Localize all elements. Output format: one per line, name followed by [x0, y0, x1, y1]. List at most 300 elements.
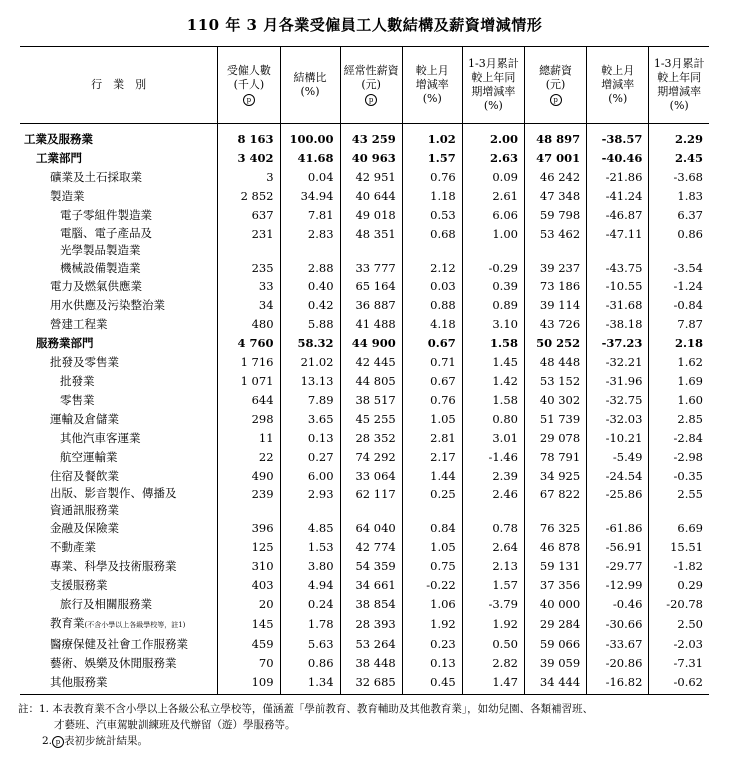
value-cell: 34 — [218, 296, 280, 315]
value-cell: -40.46 — [587, 149, 649, 168]
table-row — [20, 225, 709, 259]
header-industry: 行 業 別 — [20, 47, 218, 124]
value-cell: 46 242 — [524, 168, 586, 187]
value-cell: 48 351 — [340, 225, 402, 259]
value-cell: 4.85 — [280, 519, 340, 538]
value-cell: 76 325 — [524, 519, 586, 538]
value-cell: 45 255 — [340, 410, 402, 429]
value-cell: 39 237 — [524, 259, 586, 278]
header-regular-pay: 經常性薪資 (元) p — [340, 47, 402, 124]
header-employees: 受僱人數 (千人) p — [218, 47, 280, 124]
value-cell: -31.68 — [587, 296, 649, 315]
value-cell: 33 064 — [340, 467, 402, 486]
value-cell: 40 000 — [524, 595, 586, 614]
value-cell: 40 963 — [340, 149, 402, 168]
value-cell: 3 — [218, 168, 280, 187]
value-cell: 2.46 — [462, 485, 524, 519]
value-cell: 3.01 — [462, 429, 524, 448]
industry-name: 金融及保險業 — [50, 521, 119, 536]
value-cell: 0.04 — [280, 168, 340, 187]
value-cell: 36 887 — [340, 296, 402, 315]
value-cell: 46 878 — [524, 538, 586, 557]
value-cell: 1.83 — [649, 187, 709, 206]
value-cell: 0.71 — [402, 353, 462, 372]
value-cell: 33 777 — [340, 259, 402, 278]
value-cell: 0.24 — [280, 595, 340, 614]
value-cell: 59 066 — [524, 635, 586, 654]
table-row — [20, 315, 709, 334]
value-cell: 11 — [218, 429, 280, 448]
header-total-pay: 總薪資 (元) p — [524, 47, 586, 124]
value-cell: 42 445 — [340, 353, 402, 372]
value-cell: 0.29 — [649, 576, 709, 595]
value-cell: 403 — [218, 576, 280, 595]
value-cell: 2.18 — [649, 334, 709, 353]
value-cell: -32.21 — [587, 353, 649, 372]
value-cell: 0.03 — [402, 277, 462, 296]
value-cell: 2.81 — [402, 429, 462, 448]
value-cell: 0.84 — [402, 519, 462, 538]
value-cell: 21.02 — [280, 353, 340, 372]
value-cell: -2.98 — [649, 448, 709, 467]
value-cell: 0.89 — [462, 296, 524, 315]
table-row — [20, 372, 709, 391]
value-cell: 8 163 — [218, 124, 280, 149]
table-row — [20, 187, 709, 206]
table-row — [20, 259, 709, 278]
value-cell: 0.88 — [402, 296, 462, 315]
value-cell: -2.03 — [649, 635, 709, 654]
value-cell: 1.47 — [462, 673, 524, 694]
value-cell: 1.58 — [462, 391, 524, 410]
value-cell: 64 040 — [340, 519, 402, 538]
table-row — [20, 168, 709, 187]
value-cell: 34 925 — [524, 467, 586, 486]
value-cell: 0.67 — [402, 334, 462, 353]
value-cell: 2.63 — [462, 149, 524, 168]
value-cell: 2.29 — [649, 124, 709, 149]
value-cell: 2.88 — [280, 259, 340, 278]
value-cell: 644 — [218, 391, 280, 410]
value-cell: 20 — [218, 595, 280, 614]
value-cell: 47 348 — [524, 187, 586, 206]
value-cell: 1.69 — [649, 372, 709, 391]
value-cell: 637 — [218, 206, 280, 225]
value-cell: -0.46 — [587, 595, 649, 614]
value-cell: -25.86 — [587, 485, 649, 519]
value-cell: 3.65 — [280, 410, 340, 429]
value-cell: 4.18 — [402, 315, 462, 334]
value-cell: 1.02 — [402, 124, 462, 149]
value-cell: -20.86 — [587, 654, 649, 673]
table-row — [20, 467, 709, 486]
value-cell: 6.06 — [462, 206, 524, 225]
value-cell: 38 517 — [340, 391, 402, 410]
industry-name: 電子零組件製造業 — [60, 207, 152, 222]
value-cell: -29.77 — [587, 557, 649, 576]
value-cell: 2.50 — [649, 614, 709, 635]
value-cell: 6.69 — [649, 519, 709, 538]
preliminary-mark: p — [243, 94, 255, 106]
value-cell: 48 897 — [524, 124, 586, 149]
industry-name: 用水供應及污染整治業 — [50, 298, 165, 313]
table-row — [20, 635, 709, 654]
footnote-1: 註：1. 本表教育業不含小學以上各級公私立學校等，僅涵蓋「學前教育、教育輔助及其他教育業」，如幼兒園、各類補習班、 — [18, 703, 594, 715]
value-cell: -0.29 — [462, 259, 524, 278]
value-cell: 33 — [218, 277, 280, 296]
industry-name: 不動產業 — [50, 540, 96, 555]
industry-name: 藝術、娛樂及休閒服務業 — [50, 655, 177, 670]
value-cell: 73 186 — [524, 277, 586, 296]
value-cell: 7.87 — [649, 315, 709, 334]
value-cell: 0.50 — [462, 635, 524, 654]
value-cell: 2 852 — [218, 187, 280, 206]
table-row — [20, 277, 709, 296]
value-cell: -1.82 — [649, 557, 709, 576]
value-cell: 62 117 — [340, 485, 402, 519]
value-cell: 239 — [218, 485, 280, 519]
industry-name: 其他汽車客運業 — [60, 430, 141, 445]
value-cell: 1.58 — [462, 334, 524, 353]
value-cell: 42 951 — [340, 168, 402, 187]
value-cell: 1 071 — [218, 372, 280, 391]
industry-name: 批發業 — [60, 373, 95, 388]
table-row — [20, 334, 709, 353]
value-cell: 7.89 — [280, 391, 340, 410]
value-cell: 0.45 — [402, 673, 462, 694]
value-cell: 145 — [218, 614, 280, 635]
value-cell: -5.49 — [587, 448, 649, 467]
value-cell: 2.64 — [462, 538, 524, 557]
value-cell: 2.55 — [649, 485, 709, 519]
table-row — [20, 124, 709, 149]
industry-name: 運輸及倉儲業 — [50, 411, 119, 426]
value-cell: 298 — [218, 410, 280, 429]
value-cell: 39 114 — [524, 296, 586, 315]
value-cell: 41 488 — [340, 315, 402, 334]
value-cell: 0.68 — [402, 225, 462, 259]
industry-name: 支援服務業 — [50, 578, 108, 593]
value-cell: -3.68 — [649, 168, 709, 187]
value-cell: 32 685 — [340, 673, 402, 694]
value-cell: 1.00 — [462, 225, 524, 259]
industry-name: 批發及零售業 — [50, 355, 119, 370]
value-cell: 58.32 — [280, 334, 340, 353]
value-cell: 1.92 — [402, 614, 462, 635]
value-cell: 29 284 — [524, 614, 586, 635]
industry-name: 旅行及相關服務業 — [60, 597, 152, 612]
value-cell: 2.93 — [280, 485, 340, 519]
value-cell: 74 292 — [340, 448, 402, 467]
value-cell: 43 259 — [340, 124, 402, 149]
value-cell: -16.82 — [587, 673, 649, 694]
value-cell: 1.05 — [402, 538, 462, 557]
value-cell: -10.21 — [587, 429, 649, 448]
value-cell: 34.94 — [280, 187, 340, 206]
value-cell: 41.68 — [280, 149, 340, 168]
page-title: 110 年 3 月各業受僱員工人數結構及薪資增減情形 — [186, 16, 543, 34]
value-cell: 5.63 — [280, 635, 340, 654]
header-total-pay-ytd: 1-3月累計 較上年同 期增減率 (%) — [649, 47, 709, 124]
value-cell: 0.40 — [280, 277, 340, 296]
value-cell: 53 152 — [524, 372, 586, 391]
value-cell: 48 448 — [524, 353, 586, 372]
value-cell: -24.54 — [587, 467, 649, 486]
value-cell: 34 661 — [340, 576, 402, 595]
value-cell: 53 264 — [340, 635, 402, 654]
table-row — [20, 538, 709, 557]
value-cell: 2.39 — [462, 467, 524, 486]
value-cell: -1.24 — [649, 277, 709, 296]
value-cell: -33.67 — [587, 635, 649, 654]
value-cell: -0.62 — [649, 673, 709, 694]
value-cell: -46.87 — [587, 206, 649, 225]
value-cell: -12.99 — [587, 576, 649, 595]
value-cell: 0.76 — [402, 168, 462, 187]
footnotes — [18, 701, 718, 749]
value-cell: 15.51 — [649, 538, 709, 557]
table-row — [20, 429, 709, 448]
value-cell: -32.03 — [587, 410, 649, 429]
header-row — [20, 47, 709, 124]
value-cell: 22 — [218, 448, 280, 467]
industry-name: 機械設備製造業 — [60, 260, 141, 275]
industry-name: 工業及服務業 — [24, 132, 93, 146]
value-cell: 235 — [218, 259, 280, 278]
value-cell: 65 164 — [340, 277, 402, 296]
value-cell: 125 — [218, 538, 280, 557]
value-cell: -31.96 — [587, 372, 649, 391]
value-cell: 2.45 — [649, 149, 709, 168]
value-cell: 67 822 — [524, 485, 586, 519]
value-cell: 1.78 — [280, 614, 340, 635]
value-cell: 1.60 — [649, 391, 709, 410]
value-cell: 4.94 — [280, 576, 340, 595]
value-cell: 54 359 — [340, 557, 402, 576]
value-cell: -38.57 — [587, 124, 649, 149]
industry-name: 礦業及土石採取業 — [50, 169, 142, 184]
value-cell: 1.57 — [462, 576, 524, 595]
value-cell: 1.44 — [402, 467, 462, 486]
table-row — [20, 149, 709, 168]
value-cell: -10.55 — [587, 277, 649, 296]
industry-name: 航空運輸業 — [60, 449, 118, 464]
value-cell: -0.22 — [402, 576, 462, 595]
value-cell: 1.05 — [402, 410, 462, 429]
value-cell: 2.61 — [462, 187, 524, 206]
value-cell: 29 078 — [524, 429, 586, 448]
value-cell: -32.75 — [587, 391, 649, 410]
table-row — [20, 206, 709, 225]
value-cell: 1.53 — [280, 538, 340, 557]
table-row — [20, 485, 709, 519]
value-cell: 3.10 — [462, 315, 524, 334]
table-row — [20, 576, 709, 595]
industry-name: 製造業 — [50, 188, 85, 203]
table-body — [20, 124, 709, 695]
value-cell: 0.75 — [402, 557, 462, 576]
value-cell: 0.09 — [462, 168, 524, 187]
value-cell: 0.78 — [462, 519, 524, 538]
table-row — [20, 391, 709, 410]
value-cell: -3.79 — [462, 595, 524, 614]
wage-table — [20, 46, 709, 695]
value-cell: 28 393 — [340, 614, 402, 635]
value-cell: 1.92 — [462, 614, 524, 635]
value-cell: 40 302 — [524, 391, 586, 410]
value-cell: 0.67 — [402, 372, 462, 391]
value-cell: 28 352 — [340, 429, 402, 448]
value-cell: 43 726 — [524, 315, 586, 334]
value-cell: 42 774 — [340, 538, 402, 557]
footnote-2: 2. p 表初步統計結果。 — [42, 735, 149, 747]
value-cell: 6.37 — [649, 206, 709, 225]
value-cell: 0.23 — [402, 635, 462, 654]
value-cell: -1.46 — [462, 448, 524, 467]
value-cell: 490 — [218, 467, 280, 486]
value-cell: 2.85 — [649, 410, 709, 429]
value-cell: 109 — [218, 673, 280, 694]
value-cell: 49 018 — [340, 206, 402, 225]
table-row — [20, 654, 709, 673]
table-row — [20, 595, 709, 614]
table-row — [20, 519, 709, 538]
value-cell: 0.13 — [402, 654, 462, 673]
header-regular-pay-mom: 較上月 增減率 (%) — [402, 47, 462, 124]
industry-name: 醫療保健及社會工作服務業 — [50, 636, 188, 651]
table-row — [20, 557, 709, 576]
value-cell: 40 644 — [340, 187, 402, 206]
value-cell: 0.80 — [462, 410, 524, 429]
table-row — [20, 448, 709, 467]
value-cell: 78 791 — [524, 448, 586, 467]
value-cell: -41.24 — [587, 187, 649, 206]
value-cell: 2.12 — [402, 259, 462, 278]
value-cell: 0.27 — [280, 448, 340, 467]
value-cell: 396 — [218, 519, 280, 538]
footnote-1-cont: 才藝班、汽車駕駛訓練班及代辦留（遊）學服務等。 — [54, 719, 296, 731]
value-cell: 0.42 — [280, 296, 340, 315]
value-cell: 310 — [218, 557, 280, 576]
value-cell: -30.66 — [587, 614, 649, 635]
value-cell: 1.18 — [402, 187, 462, 206]
value-cell: 0.25 — [402, 485, 462, 519]
value-cell: 59 131 — [524, 557, 586, 576]
value-cell: 0.86 — [649, 225, 709, 259]
value-cell: 34 444 — [524, 673, 586, 694]
value-cell: 0.39 — [462, 277, 524, 296]
value-cell: 37 356 — [524, 576, 586, 595]
value-cell: 2.00 — [462, 124, 524, 149]
value-cell: 70 — [218, 654, 280, 673]
value-cell: 1.06 — [402, 595, 462, 614]
value-cell: 47 001 — [524, 149, 586, 168]
table-row — [20, 614, 709, 635]
value-cell: -47.11 — [587, 225, 649, 259]
value-cell: 59 798 — [524, 206, 586, 225]
value-cell: 459 — [218, 635, 280, 654]
industry-name: 住宿及餐飲業 — [50, 468, 119, 483]
header-total-pay-mom: 較上月 增減率 (%) — [587, 47, 649, 124]
header-regular-pay-ytd: 1-3月累計 較上年同 期增減率 (%) — [462, 47, 524, 124]
value-cell: 3 402 — [218, 149, 280, 168]
value-cell: -43.75 — [587, 259, 649, 278]
value-cell: 2.83 — [280, 225, 340, 259]
value-cell: 1.62 — [649, 353, 709, 372]
industry-name: 其他服務業 — [20, 673, 218, 694]
industry-name: 營建工程業 — [50, 317, 108, 332]
value-cell: -21.86 — [587, 168, 649, 187]
industry-name: 電腦、電子產品及 光學製品製造業 — [60, 225, 152, 257]
header-structure: 結構比 (%) — [280, 47, 340, 124]
value-cell: -0.84 — [649, 296, 709, 315]
table-row — [20, 673, 709, 694]
value-cell: 6.00 — [280, 467, 340, 486]
preliminary-mark: p — [365, 94, 377, 106]
value-cell: 1.34 — [280, 673, 340, 694]
value-cell: 51 739 — [524, 410, 586, 429]
value-cell: 1.57 — [402, 149, 462, 168]
value-cell: 44 805 — [340, 372, 402, 391]
value-cell: 1.42 — [462, 372, 524, 391]
value-cell: -38.18 — [587, 315, 649, 334]
value-cell: 4 760 — [218, 334, 280, 353]
table-row — [20, 296, 709, 315]
value-cell: -7.31 — [649, 654, 709, 673]
industry-name: 教育業(不含小學以上各級學校等，註1) — [50, 615, 186, 630]
value-cell: 2.82 — [462, 654, 524, 673]
value-cell: 50 252 — [524, 334, 586, 353]
value-cell: 1.45 — [462, 353, 524, 372]
industry-name: 電力及燃氣供應業 — [50, 279, 142, 294]
industry-name: 服務業部門 — [36, 336, 94, 351]
value-cell: -2.84 — [649, 429, 709, 448]
value-cell: -0.35 — [649, 467, 709, 486]
value-cell: 2.17 — [402, 448, 462, 467]
value-cell: 1 716 — [218, 353, 280, 372]
value-cell: 231 — [218, 225, 280, 259]
value-cell: 0.86 — [280, 654, 340, 673]
value-cell: 53 462 — [524, 225, 586, 259]
value-cell: 38 854 — [340, 595, 402, 614]
value-cell: -3.54 — [649, 259, 709, 278]
value-cell: 5.88 — [280, 315, 340, 334]
preliminary-mark: p — [52, 736, 64, 748]
industry-name: 專業、科學及技術服務業 — [50, 559, 177, 574]
value-cell: 100.00 — [280, 124, 340, 149]
value-cell: -20.78 — [649, 595, 709, 614]
value-cell: 13.13 — [280, 372, 340, 391]
value-cell: 39 059 — [524, 654, 586, 673]
value-cell: 0.76 — [402, 391, 462, 410]
value-cell: 3.80 — [280, 557, 340, 576]
value-cell: 0.13 — [280, 429, 340, 448]
preliminary-mark: p — [550, 94, 562, 106]
value-cell: -61.86 — [587, 519, 649, 538]
value-cell: 2.13 — [462, 557, 524, 576]
value-cell: 44 900 — [340, 334, 402, 353]
table-row — [20, 353, 709, 372]
value-cell: 7.81 — [280, 206, 340, 225]
value-cell: 0.53 — [402, 206, 462, 225]
industry-name: 出版、影音製作、傳播及 資通訊服務業 — [50, 486, 177, 518]
value-cell: -56.91 — [587, 538, 649, 557]
table-row — [20, 410, 709, 429]
value-cell: 38 448 — [340, 654, 402, 673]
industry-name: 零售業 — [60, 392, 95, 407]
value-cell: -37.23 — [587, 334, 649, 353]
value-cell: 480 — [218, 315, 280, 334]
